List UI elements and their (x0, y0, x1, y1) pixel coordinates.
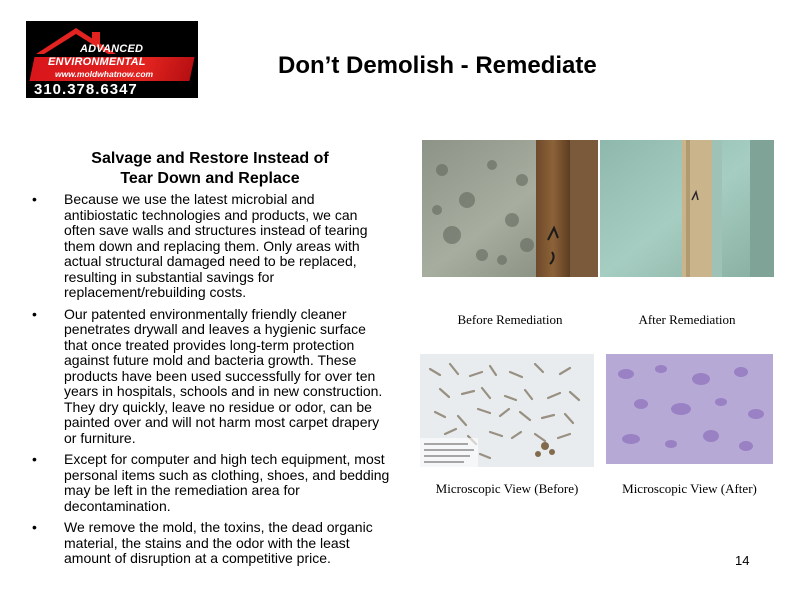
section-subheading (50, 149, 370, 189)
subheading-line-1: Salvage and Restore Instead of (91, 150, 329, 167)
bullet-text: Our patented environmentally friendly cleaner penetrates drywall and leaves a hygienic surface that once treated provides long-term protection against future mold and bacteria growth. These products have been used successfully for over ten years in hospitals, schools and in new construction. They dry quickly, leave no residue or odor, can be painted over and will not harm most carpet drapery or furniture. (64, 305, 383, 446)
bullet-item (30, 520, 390, 567)
bullet-list (30, 192, 390, 573)
logo-url: www.moldwhatnow.com (55, 69, 154, 79)
slide-title: Don’t Demolish - Remediate (278, 52, 597, 79)
caption-before: Before Remediation (457, 312, 563, 327)
microscopic-before-photo (420, 354, 594, 467)
company-logo (26, 21, 198, 98)
bullet-item (30, 452, 390, 514)
microscopic-after-photo (606, 354, 773, 464)
bullet-text: Except for computer and high tech equipment, most personal items such as clothing, shoes, and bedding may be left in the remediation area for decontamination. (64, 451, 390, 514)
caption-micro-before: Microscopic View (Before) (435, 481, 579, 496)
bullet-item (30, 307, 390, 447)
bullet-dot: • (32, 305, 37, 322)
bullet-text: We remove the mold, the toxins, the dead organic material, the stains and the odor with the least amount of disruption at a competitive price. (64, 519, 373, 566)
caption-micro-after: Microscopic View (After) (622, 481, 757, 496)
logo-phone: 310.378.6347 (34, 81, 138, 98)
page-number: 14 (735, 553, 750, 568)
caption-after: After Remediation (638, 312, 736, 327)
bullet-dot: • (32, 519, 37, 535)
logo-line-advanced: ADVANCED (80, 43, 144, 55)
bullet-dot: • (32, 191, 37, 207)
bullet-text: Because we use the latest microbial and antibiostatic technologies and products, we can often save walls and structures instead of tearing them down and replacing them. Only areas with actual structural damaged need to be replaced, resulting in substantial savings for replacement/rebuilding costs. (64, 191, 368, 300)
before-remediation-photo (422, 140, 598, 277)
logo-line-environmental: ENVIRONMENTAL (48, 56, 146, 68)
after-remediation-photo (600, 140, 774, 277)
bullet-dot: • (32, 451, 37, 467)
bullet-item (30, 192, 390, 301)
subheading-line-2: Tear Down and Replace (120, 170, 300, 187)
